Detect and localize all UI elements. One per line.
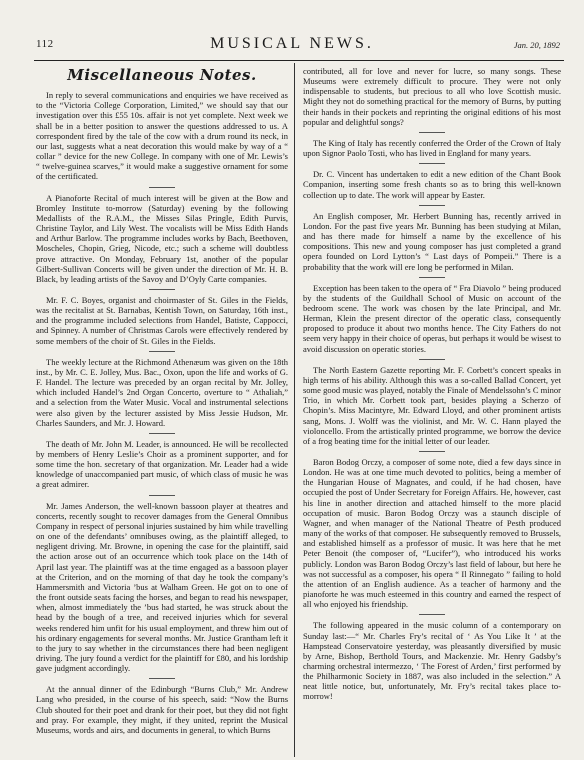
article-separator [149,187,175,188]
article-paragraph: Baron Bodog Orczy, a composer of some note, died a few days since in London. He was at one time much devoted to politics, being a member of the Hungarian House of Magnates, and could, if he had chosen, have occupied the post of Under Secretary for Foreign Affairs. He, however, cast his line in another direction and attached himself to the more placid occupation of music. Baron Bodog Orczy was a staunch disciple of Wagner, and when manager of the National Theatre of Pesth produced many of the works of that composer. He subsequently removed to Brussels, and established himself as a professor of music. It was here that he met Peter Benoit (the composer of, “Lucifer”), who introduced his works publicly. London was Baron Bodog Orczy’s last field of labour, but here he was not successful as a composer, his opera “ Il Rinnegato ” failing to hold the attention of an English audience. As a teacher of harmony and the pianoforte he was much esteemed in this country and earned the respect of all who enjoyed his friendship. [303,457,561,610]
article-separator [419,132,445,133]
article-paragraph: Mr. James Anderson, the well-known bassoon player at theatres and concerts, recently sought to recover damages from the General Omnibus Company in respect of personal injuries sustained by him while travelling on one of the defendants’ omnibuses owing, as the plaintiff alleged, to negligent driving. Mr. Browne, in opening the case for the plaintiff, said the action arose out of an occurrence which took place on the 14th of April last year. The plaintiff was at the time engaged as a bassoon player at the Criterion, and on the morning of that day he took the company’s Hammersmith and Victoria ’bus at Walham Green. He got on to one of the front outside seats facing the horses, and began to read his newspaper, when, almost immediately the ’bus had started, he was struck about the head by the bough of a tree, and received injuries which for several weeks rendered him unfit for his usual employment, and threw him out of his ordinary engagements for several months. Mr. Justice Grantham left it to the jury to say whether in the circumstances there had been negligent driving. The jury found a verdict for the plaintiff for £80, and his lordship gave judgment accordingly. [36,500,288,674]
article-paragraph: In reply to several communications and enquiries we have received as to the “Victoria College Corporation, Limited,” we should say that our investigation over this £55 10s. affair is not yet complete. Next week we shall be in a better position to answer the questions addressed to us. A correspondent fired by the tale of the cow with a drum round its neck, in our last, suggests what a neat decoration this would make by way of a “ collar ” device for the new College. In company with one of Mr. Lewis’s “ twelve-guinea scarves,” it would make a suggestive ornament for some of the certificated. [36,90,288,182]
article-paragraph: At the annual dinner of the Edinburgh “Burns Club,” Mr. Andrew Lang who presided, in the course of his speech, said: “Now the Burns Club shouted for their poet and drank for their poet, but they did not fight and pray. For example, they might, if they united, reprint the Musical Museums, words and airs, and documents in general, to which Burns [36,684,288,735]
article-paragraph: contributed, all for love and never for lucre, so many songs. These Museums were extremely difficult to procure. They were not only indispensable to students, but precious to all who love Scottish music. Might they not do something practical for the memory of Burns, by putting their hands in their pockets and reprinting the original editions of his most popular and delightful songs? [303,66,561,127]
article-paragraph: The following appeared in the music column of a contemporary on Sunday last:—“ Mr. Charles Fry’s recital of ‘ As You Like It ’ at the Hampstead Conservatoire yesterday, was pleasantly diversified by music by Arne, Bishop, Berthold Tours, and Mackenzie. Mr. Henry Gadsby’s charming orchestral intermezzo, ‘ The Forest of Arden,’ first performed by the Philharmonic Society in 1887, was also included in the selection.” A neat little notice, but, unfortunately, Mr. Fry’s recital takes place to-morrow! [303,620,561,702]
page-header [22,34,562,54]
section-heading: Miscellaneous Notes. [67,66,257,84]
article-separator [149,289,175,290]
article-separator [419,451,445,452]
publication-title: MUSICAL NEWS. [210,35,374,52]
article-separator [419,163,445,164]
article-paragraph: Dr. C. Vincent has undertaken to edit a new edition of the Chant Book Companion, inserting some fresh chants so as to bring this well-known collection up to date. The work will appear by Easter. [303,169,561,200]
article-paragraph: Mr. F. C. Boyes, organist and choirmaster of St. Giles in the Fields, was the recitalist at St. Barnabas, Kentish Town, on Saturday, 16th inst., and the programme included selections from Handel, Batiste, Cappocci, and Spinney. A number of Christmas Carols were effectively rendered by some members of the choir of St. Giles in the Fields. [36,294,288,346]
article-separator [149,351,175,352]
article-paragraph: The death of Mr. John M. Leader, is announced. He will be recollected by members of Henry Leslie’s Choir as a prominent supporter, and for some time the hon. secretary of that organization. Mr. Leader had a wide knowledge of unaccompanied part music, of which class of music he was a great admirer. [36,438,288,490]
article-paragraph: Exception has been taken to the opera of “ Fra Diavolo ” being produced by the students of the Guildhall School of Music on account of the bedroom scene. The work was chosen by the late Principal, and Mr. Herman, Klein the present director of the operatic class, consequently proposed to produce it about two months hence. The City Fathers do not seem very happy in their choice of operas, but perhaps it would be wisest to avoid discussion on operatic stories. [303,282,562,354]
article-separator [419,614,445,615]
article-separator [419,205,445,206]
article-paragraph: The King of Italy has recently conferred the Order of the Crown of Italy upon Signor Paolo Tosti, who has lived in England for many years. [303,137,561,159]
issue-date: Jan. 20, 1892 [513,40,560,50]
article-separator [419,277,445,278]
column-divider [294,63,295,757]
article-separator [419,359,445,360]
article-paragraph: An English composer, Mr. Herbert Bunning has, recently arrived in London. For the past five years Mr. Bunning has been studying at Milan, and has there made for himself a name by the excellence of his compositions. This new and young composer has just completed a grand opera founded on Lord Lytton’s “ Last days of Pompeii.” There is a probability that the work will ere long be performed in Milan. [303,210,561,272]
article-separator [149,433,175,434]
article-separator [149,678,175,679]
header-rule [34,60,564,61]
article-separator [149,495,175,496]
page-number: 112 [36,38,54,50]
right-column [303,66,561,702]
article-paragraph: The weekly lecture at the Richmond Athenæum was given on the 18th inst., by Mr. C. E. Jolley, Mus. Bac., Oxon, upon the life and works of G. F. Handel. The lecture was preceded by an organ recital by Mr. Jolley, which included Handel’s 2nd Organ Concerto, overture to “ Athaliah,” and a selection from the Water Music. Vocal and instrumental selections were also given by the lecturer assisted by Miss Jessie Hudson, Mr. Charles Saunders, and Mr. J. Howard. [36,356,288,428]
article-paragraph: The North Eastern Gazette reporting Mr. F. Corbett’s concert speaks in high terms of his ability. Although this was a so-called Ballad Concert, yet some good music was played, notably the Finale of Mendelssohn’s C minor Trio, in which Mr. Corbett took part, besides playing a Scherzo of Chopin’s. Miss Macintyre, Mr. Edward Lloyd, and other prominent artists sang, Mons. J. Wolff was the violinist, and Mr. W. C. Hann played the violoncello. From the artistically printed programme, we borrow the device of a frog beating time for the initial letter of our leader. [303,364,561,446]
article-paragraph: A Pianoforte Recital of much interest will be given at the Bow and Bromley Institute to-morrow (Saturday) evening by the following Medallists of the R.A.M., the Misses Silas Pringle, Edith Purvis, Christine Taylor, and Lily West. The vocalists will be Miss Edith Hands and Arthur Barlow. The programme includes works by Bach, Beethoven, Moscheles, Chopin, Grieg, Nicode, etc.; such a scheme will doubtless prove attractive. On Monday, February 1st, another of the popular Gilbert-Sullivan Concerts will be given under the direction of Mr. H. B. Black, by leading artists of the Savoy and D’Oyly Carte companies. [36,192,288,284]
left-column [36,66,288,735]
